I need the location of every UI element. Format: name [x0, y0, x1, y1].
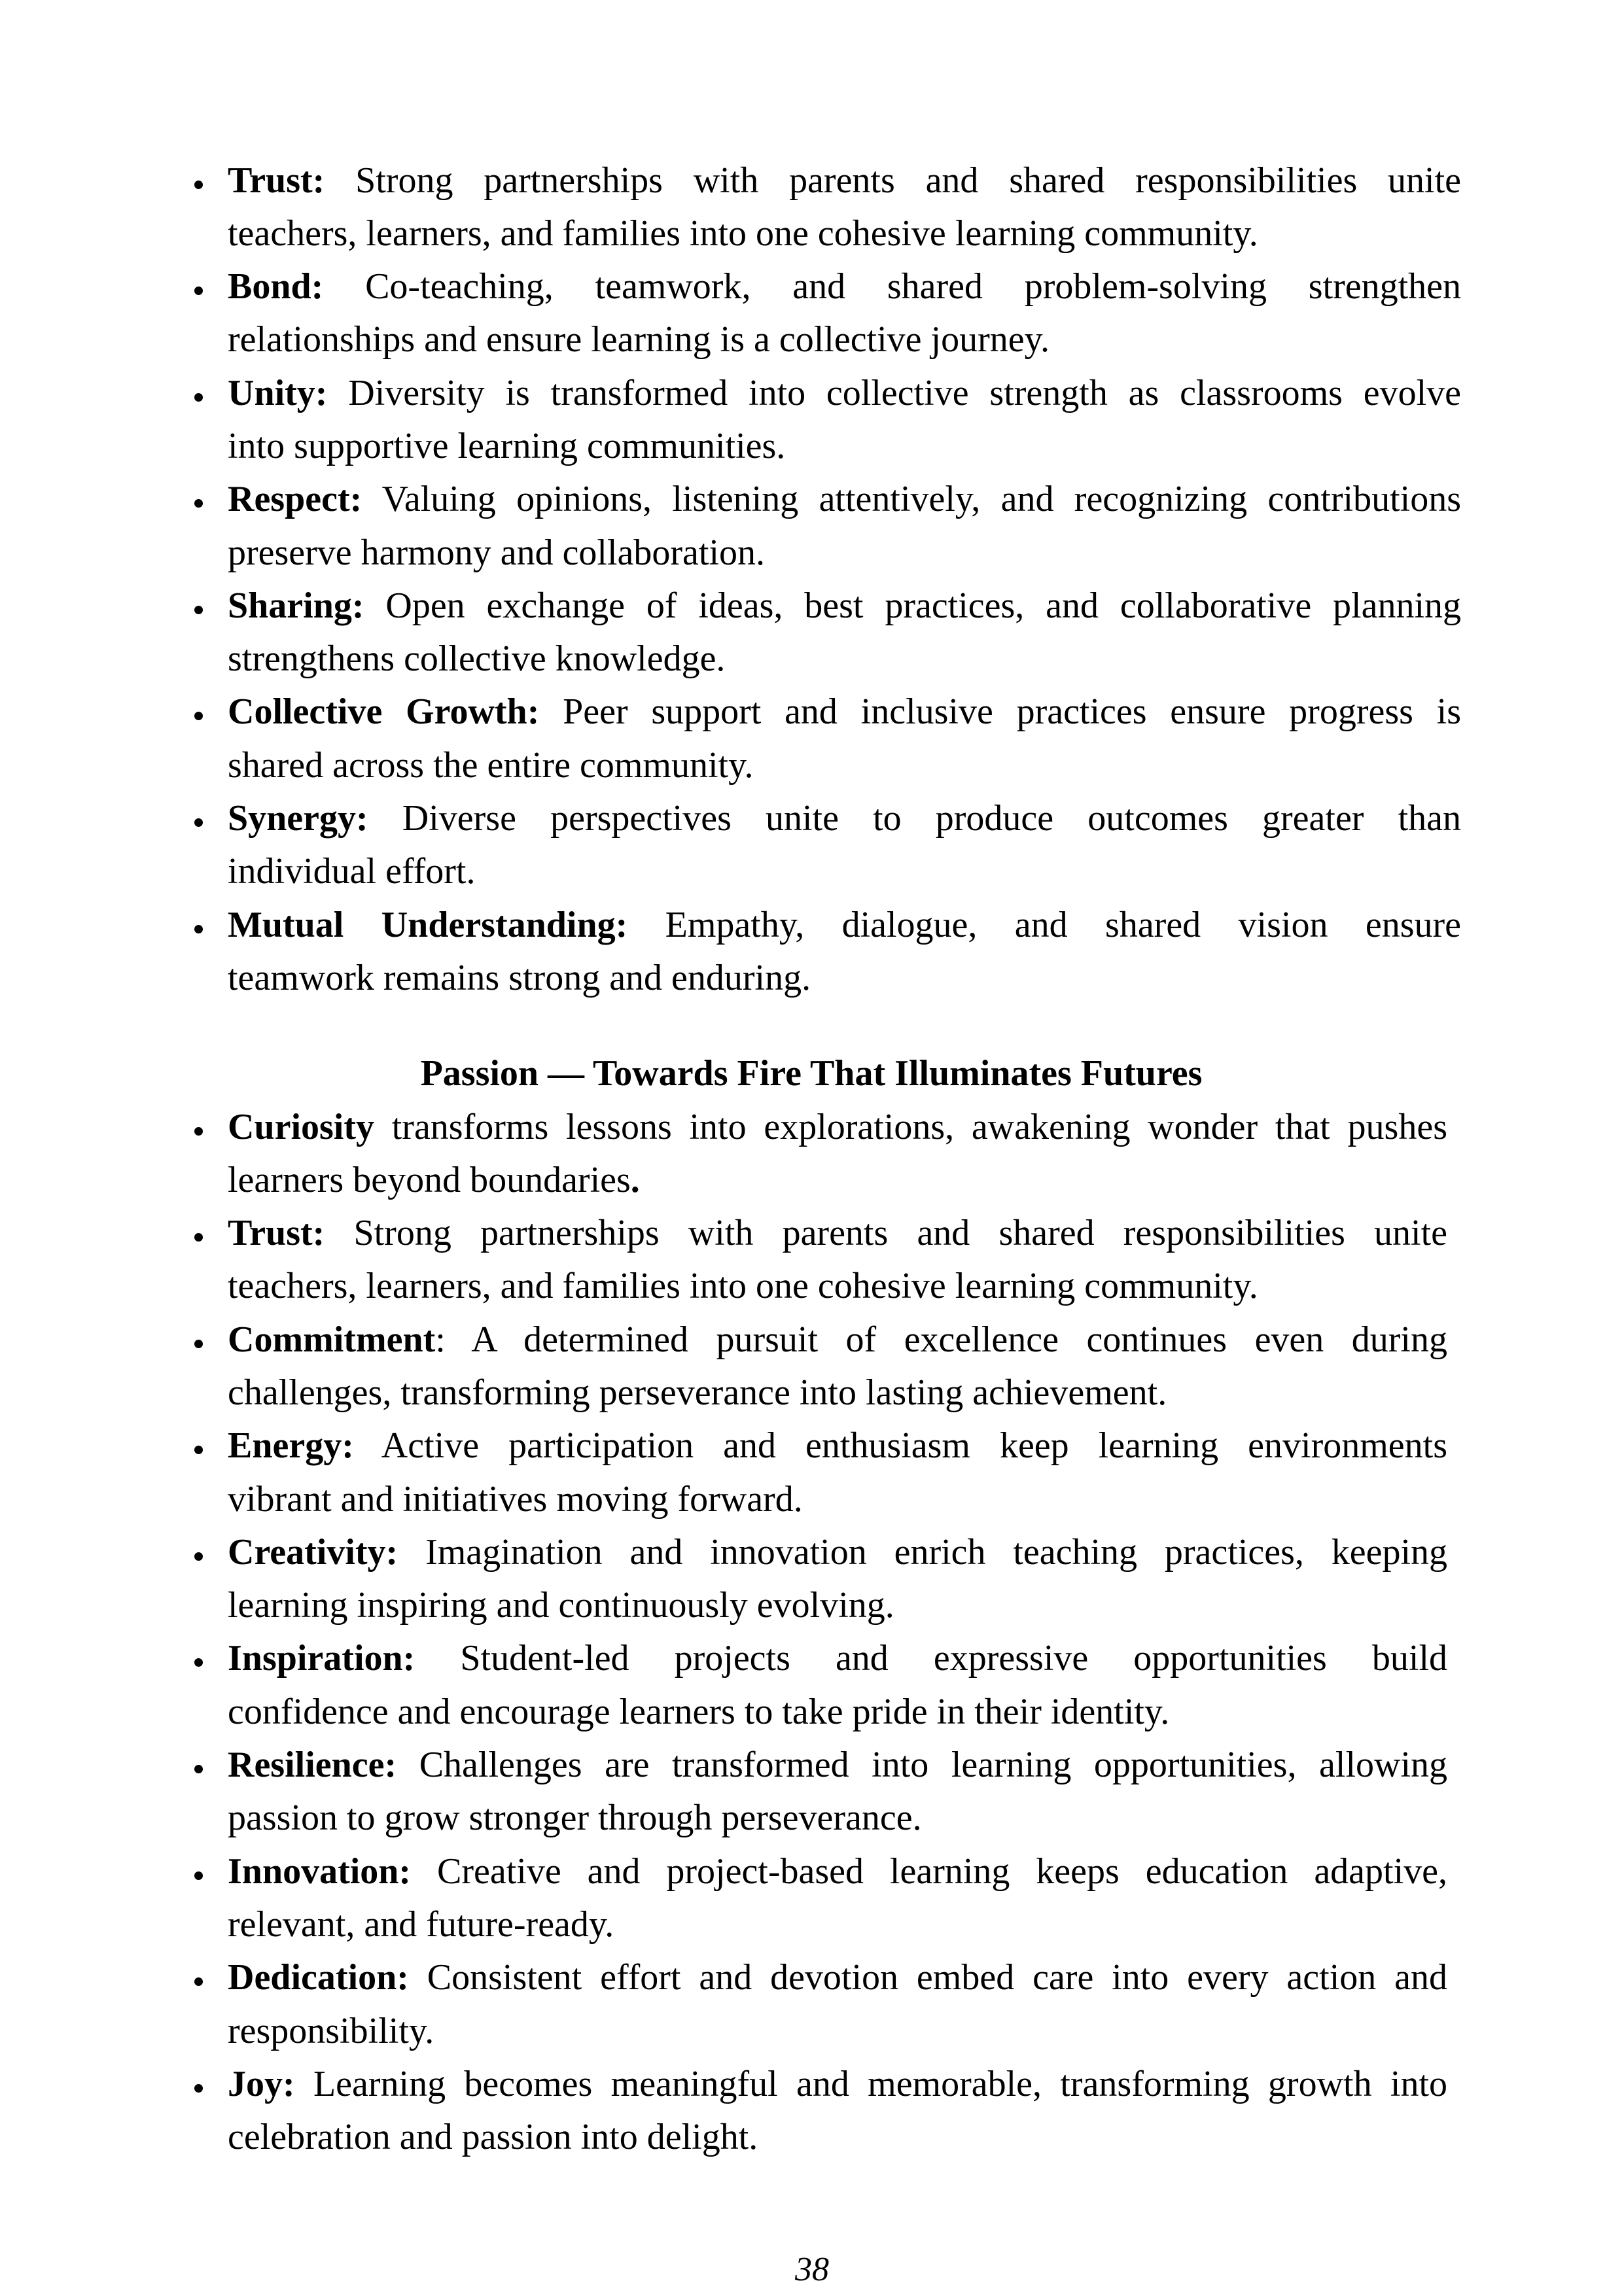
item-term: Dedication: — [228, 1957, 409, 1998]
item-description: learning inspiring and continuously evolving. — [228, 1585, 894, 1626]
item-description: preserve harmony and collaboration. — [228, 532, 766, 573]
item-line — [228, 1526, 1447, 1579]
item-description: relationships and ensure learning is a collective journey. — [228, 319, 1050, 360]
item-line — [228, 313, 1461, 366]
item-line — [228, 899, 1461, 952]
list-item — [228, 686, 1461, 792]
item-description: Strong partnerships with parents and shared responsibilities unite — [353, 1213, 1447, 1254]
item-term: Inspiration: — [228, 1638, 415, 1679]
item-term: Trust: — [228, 160, 325, 201]
list-item — [228, 260, 1461, 367]
item-line — [228, 1207, 1447, 1260]
item-description: teamwork remains strong and enduring. — [228, 957, 811, 998]
item-description: individual effort. — [228, 851, 476, 892]
item-description: shared across the entire community. — [228, 744, 754, 786]
item-line — [228, 845, 1461, 898]
item-line — [228, 260, 1461, 313]
item-term: Innovation: — [228, 1851, 412, 1892]
list-item — [228, 1207, 1447, 1313]
item-description: strengthens collective knowledge. — [228, 638, 726, 680]
item-line — [228, 527, 1461, 580]
item-description: Peer support and inclusive practices ensure progress is — [563, 691, 1461, 733]
item-term: Commitment — [228, 1319, 436, 1360]
list-item — [228, 473, 1461, 580]
item-term: Respect: — [228, 479, 362, 520]
item-line — [228, 1260, 1447, 1313]
item-description: Valuing opinions, listening attentively, and recognizing contributions — [381, 479, 1461, 520]
list-item — [228, 1313, 1447, 1420]
item-line — [228, 952, 1461, 1005]
item-description: Diverse perspectives unite to produce outcomes greater than — [402, 798, 1461, 839]
item-trailing-punctuation: . — [630, 1159, 640, 1200]
list-item — [228, 1632, 1447, 1739]
bullet-icon — [194, 818, 203, 827]
item-line — [228, 420, 1461, 473]
item-term: Joy: — [228, 2063, 295, 2104]
list-item — [228, 154, 1461, 261]
bullet-icon — [194, 1658, 203, 1667]
item-description: Creative and project-based learning keeps education adaptive, — [437, 1851, 1447, 1892]
item-description: passion to grow stronger through perseverance. — [228, 1798, 922, 1839]
item-line — [228, 1366, 1447, 1419]
list-item — [228, 1951, 1447, 2058]
item-line — [228, 1845, 1447, 1898]
item-description: Strong partnerships with parents and shared responsibilities unite — [355, 160, 1461, 201]
item-term: Mutual Understanding: — [228, 904, 628, 945]
bullet-icon — [194, 1765, 203, 1773]
item-line — [228, 580, 1461, 633]
bullet-icon — [194, 499, 203, 508]
list-item — [228, 2058, 1447, 2165]
item-line — [228, 473, 1461, 526]
list-item — [228, 899, 1461, 1005]
list-item — [228, 1419, 1447, 1526]
item-description: Student-led projects and expressive opportunities build — [460, 1638, 1447, 1679]
item-line — [228, 367, 1461, 420]
list-item — [228, 367, 1461, 474]
bullet-icon — [194, 606, 203, 614]
bullet-icon — [194, 1340, 203, 1348]
bullet-icon — [194, 1552, 203, 1561]
item-term: Resilience: — [228, 1745, 397, 1786]
item-line — [228, 1473, 1447, 1526]
item-line — [228, 1792, 1447, 1845]
item-line — [228, 1632, 1447, 1685]
item-line — [228, 1154, 1447, 1207]
item-description: Diversity is transformed into collective strength as classrooms evolve — [348, 372, 1461, 413]
item-description: transforms lessons into explorations, awakening wonder that pushes — [391, 1106, 1447, 1147]
list-item — [228, 1101, 1447, 1208]
item-line — [228, 2111, 1447, 2164]
bullet-icon — [194, 1871, 203, 1880]
item-line — [228, 1313, 1447, 1366]
section-heading-passion — [0, 1047, 1624, 1100]
item-term: Creativity: — [228, 1531, 398, 1573]
item-line — [228, 1419, 1447, 1472]
item-description: vibrant and initiatives moving forward. — [228, 1478, 803, 1520]
list-item — [228, 1845, 1447, 1952]
item-description: celebration and passion into delight. — [228, 2117, 758, 2158]
item-description: Challenges are transformed into learning opportunities, allowing — [419, 1745, 1447, 1786]
item-description: relevant, and future-ready. — [228, 1904, 614, 1945]
bullet-icon — [194, 287, 203, 295]
bullet-icon — [194, 181, 203, 189]
item-line — [228, 686, 1461, 739]
item-description: learners beyond boundaries — [228, 1159, 631, 1200]
values-list-unity — [228, 154, 1461, 1005]
bullet-icon — [194, 2084, 203, 2093]
item-line — [228, 2005, 1447, 2058]
item-term: Unity: — [228, 372, 328, 413]
item-description: teachers, learners, and families into one cohesive learning community. — [228, 1266, 1258, 1307]
item-line — [228, 1898, 1447, 1951]
item-description: Learning becomes meaningful and memorable, transforming growth into — [313, 2063, 1447, 2104]
item-term: Energy: — [228, 1425, 354, 1467]
item-description: Open exchange of ideas, best practices, and collaborative planning — [385, 585, 1461, 626]
values-list-passion — [228, 1101, 1447, 2165]
item-line — [228, 1101, 1447, 1154]
item-description: challenges, transforming perseverance into lasting achievement. — [228, 1372, 1167, 1413]
item-term: Collective Growth: — [228, 691, 540, 733]
section-heading-text: Passion — Towards Fire That Illuminates Futures — [420, 1052, 1203, 1094]
list-item — [228, 1739, 1447, 1845]
list-item — [228, 1526, 1447, 1633]
bullet-icon — [194, 925, 203, 933]
item-term: Curiosity — [228, 1106, 374, 1147]
item-description: : A determined pursuit of excellence continues even during — [435, 1319, 1447, 1360]
item-description: responsibility. — [228, 2010, 434, 2051]
page-number: 38 — [795, 2251, 829, 2288]
item-term: Trust: — [228, 1213, 325, 1254]
item-description: Active participation and enthusiasm keep learning environments — [381, 1425, 1447, 1467]
item-line — [228, 1686, 1447, 1739]
bullet-icon — [194, 1446, 203, 1454]
item-line — [228, 1739, 1447, 1792]
item-description: confidence and encourage learners to take pride in their identity. — [228, 1691, 1170, 1732]
item-line — [228, 739, 1461, 792]
list-item — [228, 792, 1461, 899]
item-line — [228, 207, 1461, 260]
item-line — [228, 633, 1461, 686]
item-line — [228, 2058, 1447, 2111]
bullet-icon — [194, 1233, 203, 1242]
item-description: Empathy, dialogue, and shared vision ensure — [665, 904, 1461, 945]
bullet-icon — [194, 393, 203, 402]
item-description: Consistent effort and devotion embed care into every action and — [427, 1957, 1447, 1998]
item-line — [228, 154, 1461, 207]
item-description: Co-teaching, teamwork, and shared problem-solving strengthen — [365, 266, 1461, 307]
item-term: Sharing: — [228, 585, 364, 626]
item-description: into supportive learning communities. — [228, 425, 786, 466]
item-line — [228, 792, 1461, 845]
bullet-icon — [194, 1977, 203, 1986]
bullet-icon — [194, 1127, 203, 1136]
item-description: Imagination and innovation enrich teaching practices, keeping — [425, 1531, 1447, 1573]
item-term: Bond: — [228, 266, 324, 307]
bullet-icon — [194, 712, 203, 720]
item-term: Synergy: — [228, 798, 368, 839]
item-description: teachers, learners, and families into one cohesive learning community. — [228, 213, 1258, 254]
list-item — [228, 580, 1461, 686]
item-line — [228, 1951, 1447, 2004]
item-line — [228, 1579, 1447, 1632]
